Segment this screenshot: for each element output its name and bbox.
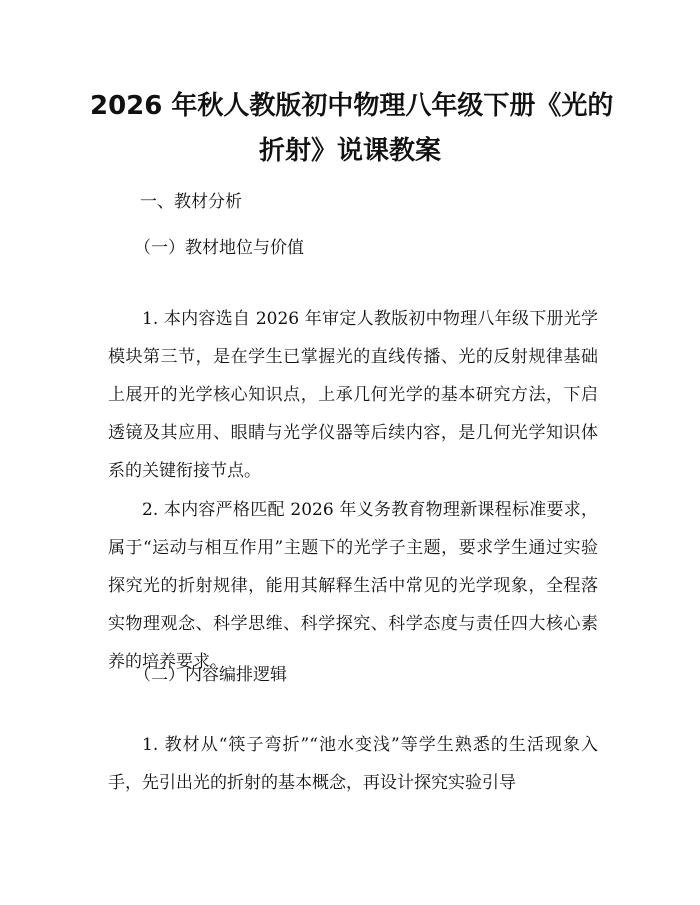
- subsection-heading-status-and-value: （一）教材地位与价值: [134, 238, 304, 258]
- paragraph-3: 1. 教材从“筷子弯折”“池水变浅”等学生熟悉的生活现象入手，先引出光的折射的基本概念，再设计探究实验引导: [108, 735, 598, 793]
- section-heading-textbook-analysis: 一、教材分析: [140, 192, 242, 212]
- document-title-line-1: 2026 年秋人教版初中物理八年级下册《光的: [90, 91, 614, 121]
- subsection-heading-content-logic: （二）内容编排逻辑: [134, 665, 287, 685]
- document-title-line-2: 折射》说课教案: [258, 136, 441, 166]
- paragraph-1: 1. 本内容选自 2026 年审定人教版初中物理八年级下册光学模块第三节，是在学生已掌握光的直线传播、光的反射规律基础上展开的光学核心知识点，上承几何光学的基本研究方法，下启透镜及其应用、眼睛与光学仪器等后续内容，是几何光学知识体系的关键衔接节点。: [108, 309, 598, 481]
- paragraph-2: 2. 本内容严格匹配 2026 年义务教育物理新课程标准要求，属于“运动与相互作用”主题下的光学子主题，要求学生通过实验探究光的折射规律，能用其解释生活中常见的光学现象，全程落实物理观念、科学思维、科学探究、科学态度与责任四大核心素养的培养要求。: [108, 500, 598, 672]
